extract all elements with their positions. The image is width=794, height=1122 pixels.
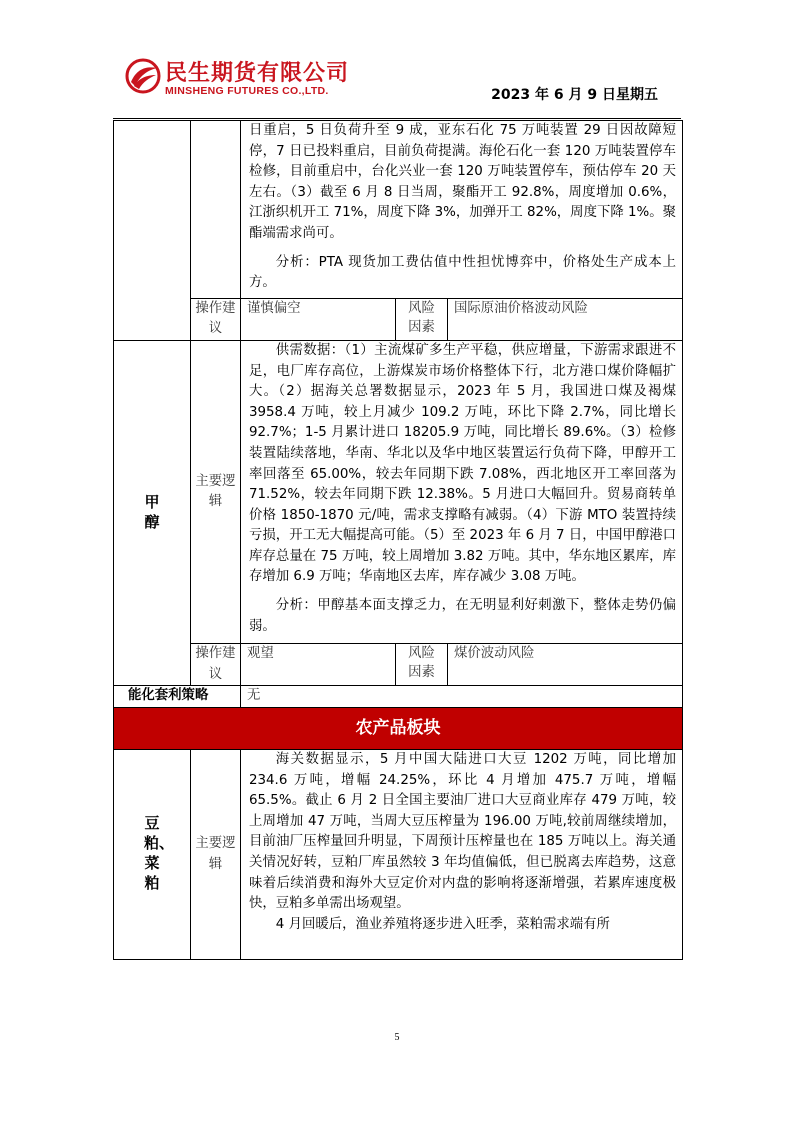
strategy-table — [113, 120, 683, 960]
methanol-section-cell — [114, 340, 191, 686]
report-date: 2023 年 6 月 9 日星期五 — [491, 87, 658, 103]
agri-banner: 农产品板块 — [114, 708, 683, 750]
methanol-op-value: 观望 — [241, 644, 396, 686]
meal-section-cell — [114, 750, 191, 960]
methanol-text: 供需数据：（1）主流煤矿多生产平稳，供应增量，下游需求跟进不足，电厂库存高位，上游煤炭市场价格整体下行，北方港口煤价降幅扩大。（2）据海关总署数据显示，2023 年 5 月，我国进口煤及褐煤 3958.4 万吨，较上月减少 109.2 万吨，环比下降 2.7%，同比增长 92.7%；1-5 月累计进口 18205.9 万吨，同比增长 89.6%。（3）检修装置陆续落地，华南、华北以及华中地区装置运行负荷下降，甲醇开工率回落至 65.00%，较去年同期下跌 7.08%，西北地区开工率回落为 71.52%，较去年同期下跌 12.38%。5 月进口大幅回升。贸易商转单价格 1850-1870 元/吨，需求支撑略有减弱。（4）下游 MTO 装置持续亏损，开工无大幅提高可能。（5）至 2023 年 6 月 7 日，中国甲醇港口库存总量在 75 万吨，较上周增加 3.82 万吨。其中，华东地区累库，库存增加 6.9 万吨；华南地区去库，库存减少 3.08 万吨。 — [249, 342, 677, 585]
page-number: 5 — [394, 1032, 400, 1043]
pta-op-label: 操作建议 — [191, 298, 241, 340]
meal-text: 海关数据显示，5 月中国大陆进口大豆 1202 万吨，同比增加 234.6 万吨，增幅 24.25%，环比 4 月增加 475.7 万吨，增幅 65.5%。截止 6 月 2 日全国主要油厂进口大豆商业库存 479 万吨，较上周增加 47 万吨，当周大豆压榨量为 196.00 万吨,较前周继续增加，目前油厂压榨量回升明显，下周预计压榨量也在 185 万吨以上。海关通关情况好转，豆粕厂库虽然较 3 年均值偏低，但已脱离去库趋势，这意味着后续消费和海外大豆定价对内盘的影响将逐渐增强，若累库速度极快，豆粕多单需出场观望。 — [249, 752, 677, 912]
meal-text-2: 4 月回暖后，渔业养殖将逐步进入旺季，菜粕需求端有所 — [275, 916, 610, 932]
arbitrage-value: 无 — [241, 686, 683, 708]
methanol-risk-label: 风险因素 — [396, 644, 448, 686]
pta-analysis: 分析：PTA 现货加工费估值中性担忧博弈中，价格处生产成本上方。 — [249, 254, 677, 291]
pta-section-cell — [114, 121, 191, 341]
company-logo — [125, 56, 365, 100]
pta-logic-row — [114, 121, 683, 299]
pta-op-row — [114, 298, 683, 340]
pta-logic-content — [241, 121, 683, 299]
methanol-logic-content — [241, 340, 683, 643]
pta-risk-value: 国际原油价格波动风险 — [448, 298, 683, 340]
meal-section-title: 豆粕、菜粕 — [144, 814, 175, 893]
pta-risk-label: 风险因素 — [396, 298, 448, 340]
header-divider — [113, 118, 681, 119]
pta-continued-text: 日重启，5 日负荷升至 9 成，亚东石化 75 万吨装置 29 日因故障短停，7 日已投料重启，目前负荷提满。海伦石化一套 120 万吨装置停车检修，目前重启中，台化兴业一套 120 万吨装置停车，预估停车 20 天左右。（3）截至 6 月 8 日当周，聚酯开工 92.8%，周度增加 0.6%，江浙织机开工 71%，周度下降 3%，加弹开工 82%，周度下降 1%。聚酯端需求尚可。 — [249, 123, 677, 241]
logo-cn-text: 民生期货有限公司 — [165, 61, 350, 86]
agri-banner-row — [114, 708, 683, 750]
methanol-op-label: 操作建议 — [191, 644, 241, 686]
methanol-analysis: 分析：甲醇基本面支撑乏力，在无明显利好刺激下，整体走势仍偏弱。 — [249, 598, 677, 634]
arbitrage-row — [114, 686, 683, 708]
pta-op-value: 谨慎偏空 — [241, 298, 396, 340]
meal-logic-label: 主要逻辑 — [191, 750, 241, 960]
methanol-logic-row — [114, 340, 683, 643]
methanol-section-title: 甲醇 — [144, 492, 160, 531]
methanol-logic-label: 主要逻辑 — [191, 340, 241, 643]
methanol-op-row — [114, 644, 683, 686]
pta-logic-label-cell — [191, 121, 241, 299]
meal-logic-row — [114, 750, 683, 960]
logo-en-text: MINSHENG FUTURES CO.,LTD. — [165, 85, 329, 97]
meal-logic-content — [241, 750, 683, 960]
arbitrage-label: 能化套利策略 — [114, 686, 241, 708]
minsheng-logo-icon — [125, 58, 161, 94]
methanol-risk-value: 煤价波动风险 — [448, 644, 683, 686]
